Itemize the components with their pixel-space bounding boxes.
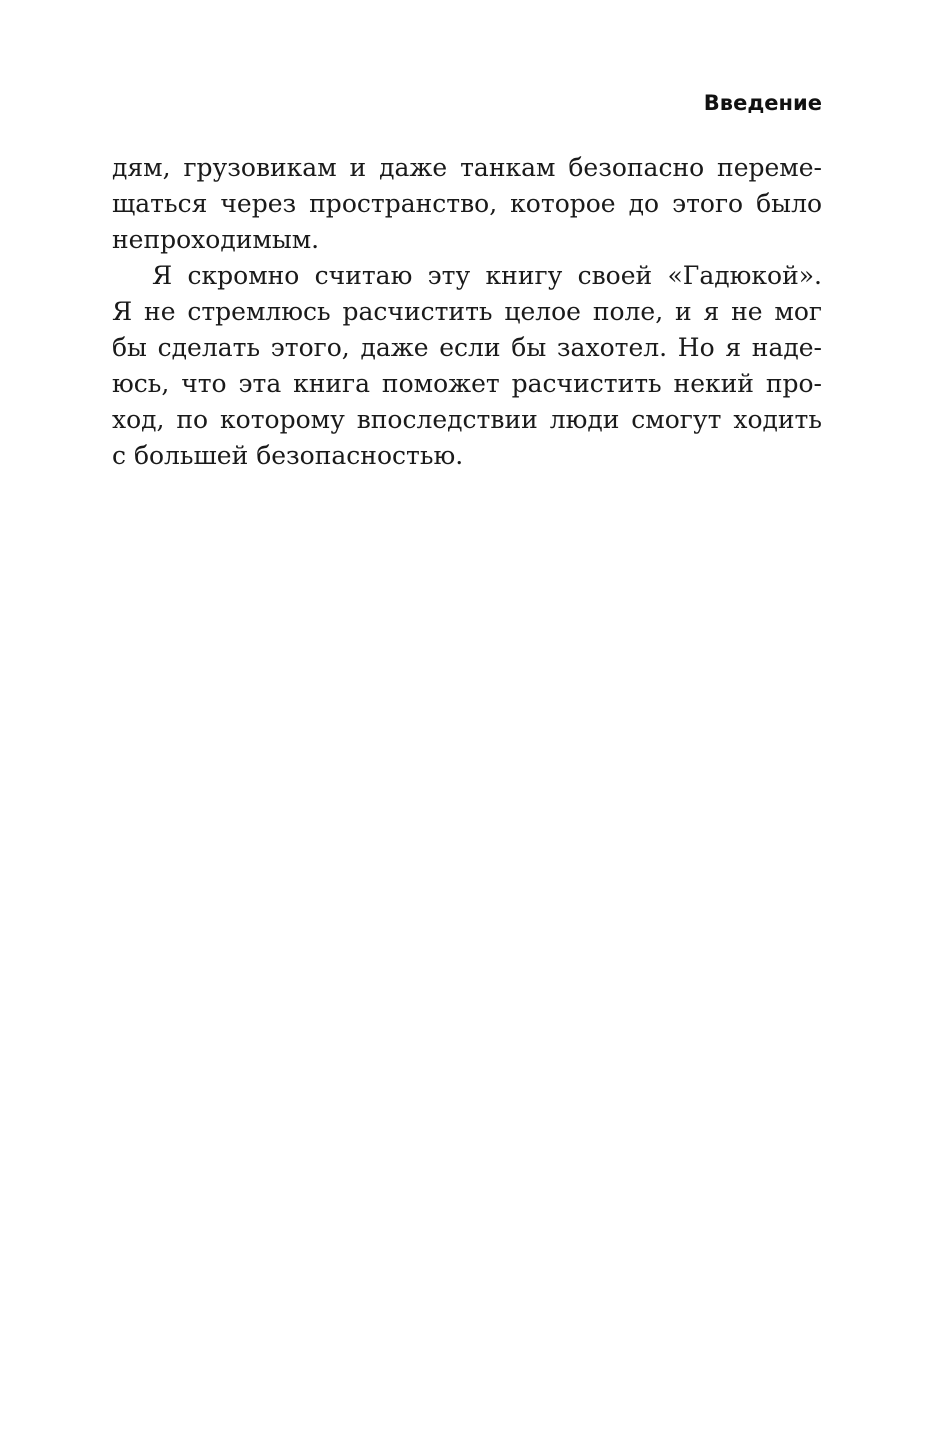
text-line: Я не стремлюсь расчистить целое поле, и я не мог — [112, 297, 822, 326]
paragraph-1 — [112, 150, 822, 258]
body-text — [112, 150, 822, 474]
running-head: Введение — [703, 91, 822, 115]
text-line: Я скромно считаю эту книгу своей «Гадюкой». — [152, 261, 822, 290]
text-line: дям, грузовикам и даже танкам безопасно переме- — [112, 153, 822, 182]
paragraph-2 — [112, 258, 822, 474]
text-line: ход, по которому впоследствии люди смогут ходить — [112, 405, 822, 434]
text-line: щаться через пространство, которое до этого было — [112, 189, 822, 218]
text-line: с большей безопасностью. — [112, 441, 464, 470]
text-line: бы сделать этого, даже если бы захотел. Но я наде- — [112, 333, 822, 362]
text-line: юсь, что эта книга поможет расчистить некий про- — [112, 369, 822, 398]
text-line: непроходимым. — [112, 225, 320, 254]
